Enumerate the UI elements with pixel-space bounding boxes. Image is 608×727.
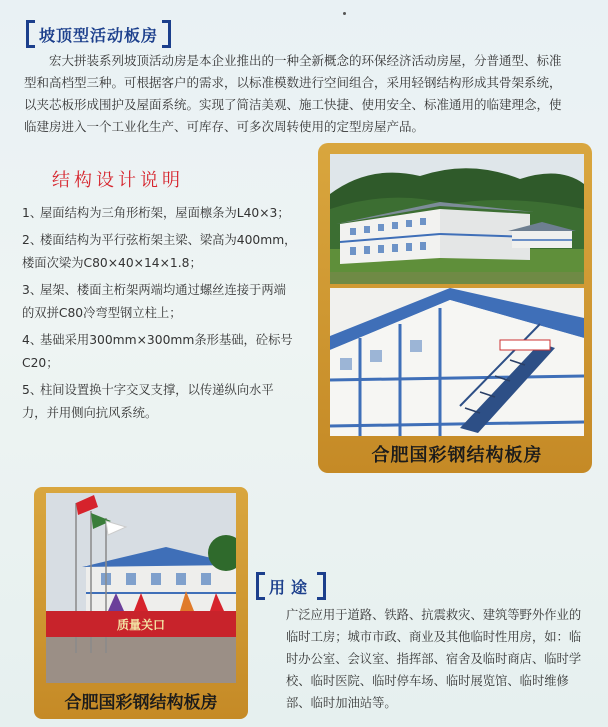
bracket-left xyxy=(26,20,35,48)
list-item: 5、柱间设置换十字交叉支撑，以传递纵向水平力，并用侧向抗风系统。 xyxy=(22,383,274,420)
list-item: 2、楼面结构为平行弦桁架主梁、梁高为400mm，楼面次梁为C80×40×14×1.8； xyxy=(22,233,297,270)
bracket-right xyxy=(317,572,326,600)
list-item: 1、屋面结构为三角形桁架，屋面檩条为L40×3； xyxy=(22,206,290,220)
photo-caption-right: 合肥国彩钢结构板房 xyxy=(371,445,543,466)
list-item: 4、基础采用300mm×300mm条形基础，砼标号C20； xyxy=(22,333,293,370)
decor-dot xyxy=(343,12,346,15)
page-title xyxy=(26,20,171,48)
building-photo-2 xyxy=(330,288,584,436)
list-item: 3、屋架、楼面主桁架两端均通过螺丝连接于两端的双拼C80冷弯型钢立柱上； xyxy=(22,283,286,320)
building-photo-3 xyxy=(46,493,236,683)
usage-heading-text: 用途 xyxy=(269,577,314,597)
bracket-left xyxy=(256,572,265,600)
intro-paragraph: 宏大拼装系列坡顶活动房是本企业推出的一种全新概念的环保经济活动房屋，分普通型、标准型和高档型三种。可根据客户的需求，以标准模数进行空间组合，采用轻钢结构形成其骨架系统，以夹芯板形成围护及屋面系统。实现了简洁美观、施工快捷、使用安全、标准通用的临建理念，使临建房进入一个工业化生产、可库存、可多次周转使用的定型房屋产品。 xyxy=(24,53,562,134)
building-photo-1 xyxy=(330,154,584,284)
bracket-right xyxy=(162,20,171,48)
usage-heading xyxy=(256,572,326,600)
usage-paragraph: 广泛应用于道路、铁路、抗震救灾、建筑等野外作业的临时工房；城市市政、商业及其他临时性用房，如：临时办公室、会议室、指挥部、宿舍及临时商店、临时学校、临时医院、临时停车场、临时展览馆、临时维修部、临时加油站等。 xyxy=(286,608,582,710)
banner-text: 质量关口 xyxy=(116,618,166,632)
photo-caption-left: 合肥国彩钢结构板房 xyxy=(64,693,218,713)
structure-heading: 结构设计说明 xyxy=(52,170,184,191)
structure-list xyxy=(22,202,297,429)
page-title-text: 坡顶型活动板房 xyxy=(39,25,159,45)
